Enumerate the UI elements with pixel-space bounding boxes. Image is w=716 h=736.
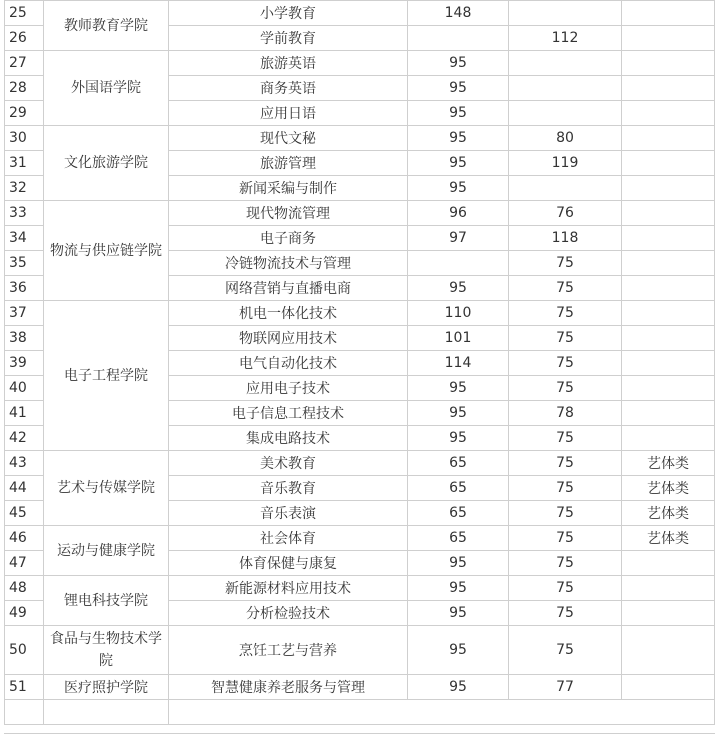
score-col2: 75 — [509, 451, 621, 475]
row-number: 28 — [5, 76, 43, 100]
score-col2: 75 — [509, 576, 621, 600]
college-name: 教师教育学院 — [44, 1, 168, 50]
score-col2: 75 — [509, 626, 621, 674]
row-number: 45 — [5, 501, 43, 525]
row-number: 40 — [5, 376, 43, 400]
score-col1: 96 — [408, 201, 508, 225]
score-col1 — [408, 251, 508, 275]
major-name: 智慧健康养老服务与管理 — [169, 675, 407, 699]
score-col2 — [509, 1, 621, 25]
score-col1: 65 — [408, 501, 508, 525]
note — [622, 176, 714, 200]
score-col1: 95 — [408, 675, 508, 699]
table-bottom-border — [4, 733, 715, 734]
row-number: 47 — [5, 551, 43, 575]
row-number: 46 — [5, 526, 43, 550]
score-col1: 95 — [408, 276, 508, 300]
score-col2: 112 — [509, 26, 621, 50]
row-number: 26 — [5, 26, 43, 50]
score-col1: 95 — [408, 126, 508, 150]
score-col1: 95 — [408, 576, 508, 600]
note: 艺体类 — [622, 501, 714, 525]
score-col2: 75 — [509, 376, 621, 400]
major-name: 分析检验技术 — [169, 601, 407, 625]
major-name: 商务英语 — [169, 76, 407, 100]
note — [622, 101, 714, 125]
row-number: 35 — [5, 251, 43, 275]
table-row — [5, 626, 714, 674]
empty-cell — [169, 700, 714, 724]
score-col2: 75 — [509, 551, 621, 575]
score-col2: 76 — [509, 201, 621, 225]
note — [622, 51, 714, 75]
major-name: 应用日语 — [169, 101, 407, 125]
score-col1: 95 — [408, 401, 508, 425]
note — [622, 226, 714, 250]
major-name: 小学教育 — [169, 1, 407, 25]
note — [622, 201, 714, 225]
score-col2: 75 — [509, 351, 621, 375]
note: 艺体类 — [622, 526, 714, 550]
note — [622, 351, 714, 375]
college-name: 电子工程学院 — [44, 301, 168, 450]
score-col2: 75 — [509, 501, 621, 525]
row-number: 30 — [5, 126, 43, 150]
score-col1 — [408, 26, 508, 50]
table-row — [5, 126, 714, 150]
admission-score-table — [4, 0, 715, 725]
score-col1: 65 — [408, 476, 508, 500]
score-col2 — [509, 176, 621, 200]
score-col1: 95 — [408, 176, 508, 200]
note — [622, 401, 714, 425]
row-number: 33 — [5, 201, 43, 225]
major-name: 冷链物流技术与管理 — [169, 251, 407, 275]
score-col2: 119 — [509, 151, 621, 175]
major-name: 音乐表演 — [169, 501, 407, 525]
note — [622, 1, 714, 25]
score-col2 — [509, 51, 621, 75]
score-col1: 114 — [408, 351, 508, 375]
note — [622, 151, 714, 175]
row-number: 25 — [5, 1, 43, 25]
note — [622, 26, 714, 50]
table-row — [5, 1, 714, 25]
college-name: 锂电科技学院 — [44, 576, 168, 625]
score-col1: 97 — [408, 226, 508, 250]
major-name: 电气自动化技术 — [169, 351, 407, 375]
score-col2: 77 — [509, 675, 621, 699]
row-number: 41 — [5, 401, 43, 425]
college-name: 运动与健康学院 — [44, 526, 168, 575]
major-name: 旅游管理 — [169, 151, 407, 175]
note — [622, 576, 714, 600]
table-row — [5, 201, 714, 225]
college-name: 外国语学院 — [44, 51, 168, 125]
score-col2: 75 — [509, 276, 621, 300]
major-name: 新能源材料应用技术 — [169, 576, 407, 600]
score-col1: 95 — [408, 51, 508, 75]
note — [622, 601, 714, 625]
score-col2: 75 — [509, 526, 621, 550]
note — [622, 675, 714, 699]
major-name: 应用电子技术 — [169, 376, 407, 400]
table-row — [5, 675, 714, 699]
major-name: 电子商务 — [169, 226, 407, 250]
empty-cell — [5, 700, 43, 724]
row-number: 50 — [5, 626, 43, 674]
score-col1: 101 — [408, 326, 508, 350]
note — [622, 251, 714, 275]
row-number: 36 — [5, 276, 43, 300]
score-col2: 78 — [509, 401, 621, 425]
note — [622, 551, 714, 575]
college-name: 物流与供应链学院 — [44, 201, 168, 300]
score-col2: 75 — [509, 301, 621, 325]
major-name: 现代物流管理 — [169, 201, 407, 225]
note: 艺体类 — [622, 476, 714, 500]
score-col1: 95 — [408, 76, 508, 100]
note: 艺体类 — [622, 451, 714, 475]
row-number: 31 — [5, 151, 43, 175]
note — [622, 426, 714, 450]
note — [622, 626, 714, 674]
major-name: 新闻采编与制作 — [169, 176, 407, 200]
score-col1: 95 — [408, 551, 508, 575]
table-row — [5, 301, 714, 325]
score-col2 — [509, 101, 621, 125]
table-row-empty — [5, 700, 714, 724]
major-name: 体育保健与康复 — [169, 551, 407, 575]
note — [622, 126, 714, 150]
table-row — [5, 451, 714, 475]
row-number: 42 — [5, 426, 43, 450]
note — [622, 76, 714, 100]
college-name: 艺术与传媒学院 — [44, 451, 168, 525]
score-col2: 75 — [509, 426, 621, 450]
score-col1: 65 — [408, 526, 508, 550]
major-name: 电子信息工程技术 — [169, 401, 407, 425]
major-name: 物联网应用技术 — [169, 326, 407, 350]
score-col1: 65 — [408, 451, 508, 475]
row-number: 48 — [5, 576, 43, 600]
note — [622, 276, 714, 300]
row-number: 39 — [5, 351, 43, 375]
major-name: 集成电路技术 — [169, 426, 407, 450]
score-col1: 95 — [408, 601, 508, 625]
score-col2: 75 — [509, 476, 621, 500]
row-number: 37 — [5, 301, 43, 325]
row-number: 38 — [5, 326, 43, 350]
row-number: 44 — [5, 476, 43, 500]
row-number: 34 — [5, 226, 43, 250]
row-number: 49 — [5, 601, 43, 625]
note — [622, 301, 714, 325]
score-col1: 110 — [408, 301, 508, 325]
major-name: 烹饪工艺与营养 — [169, 626, 407, 674]
note — [622, 326, 714, 350]
major-name: 旅游英语 — [169, 51, 407, 75]
score-col2 — [509, 76, 621, 100]
note — [622, 376, 714, 400]
score-col1: 95 — [408, 376, 508, 400]
major-name: 机电一体化技术 — [169, 301, 407, 325]
major-name: 现代文秘 — [169, 126, 407, 150]
score-col1: 95 — [408, 426, 508, 450]
college-name: 食品与生物技术学院 — [44, 626, 168, 674]
college-name: 医疗照护学院 — [44, 675, 168, 699]
row-number: 29 — [5, 101, 43, 125]
score-col2: 75 — [509, 601, 621, 625]
major-name: 学前教育 — [169, 26, 407, 50]
major-name: 音乐教育 — [169, 476, 407, 500]
score-col1: 95 — [408, 101, 508, 125]
score-col2: 75 — [509, 326, 621, 350]
table-row — [5, 51, 714, 75]
college-name: 文化旅游学院 — [44, 126, 168, 200]
score-col1: 148 — [408, 1, 508, 25]
score-col1: 95 — [408, 626, 508, 674]
row-number: 27 — [5, 51, 43, 75]
row-number: 51 — [5, 675, 43, 699]
major-name: 社会体育 — [169, 526, 407, 550]
score-col2: 80 — [509, 126, 621, 150]
row-number: 43 — [5, 451, 43, 475]
score-col2: 118 — [509, 226, 621, 250]
row-number: 32 — [5, 176, 43, 200]
table-row — [5, 526, 714, 550]
major-name: 网络营销与直播电商 — [169, 276, 407, 300]
table-row — [5, 576, 714, 600]
empty-cell — [44, 700, 168, 724]
score-col1: 95 — [408, 151, 508, 175]
major-name: 美术教育 — [169, 451, 407, 475]
score-col2: 75 — [509, 251, 621, 275]
